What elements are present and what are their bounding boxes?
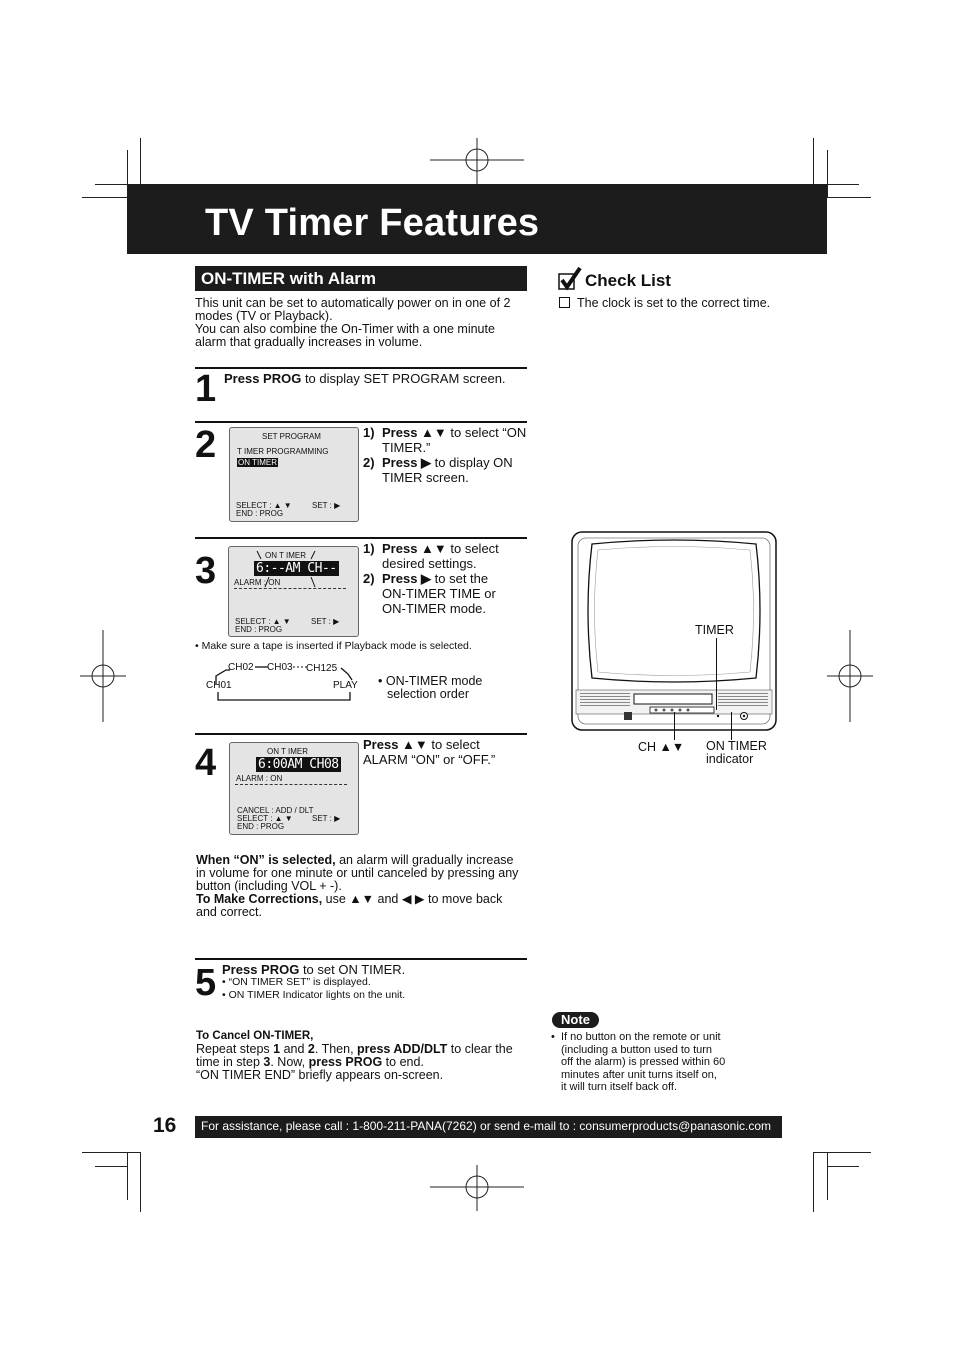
screen-line: ON T IMER [267, 747, 309, 756]
page-title: TV Timer Features [205, 202, 540, 244]
note-line: it will turn itself back off. [561, 1081, 677, 1093]
screen-set: SET : ▶ [312, 814, 341, 823]
instr-num: 1) [363, 425, 375, 440]
step-divider [195, 421, 527, 423]
step5-instruction [222, 962, 527, 977]
screen-highlight: ON TIMER [238, 458, 277, 467]
on-timer-screen [228, 546, 359, 637]
order-label-line: selection order [387, 687, 469, 701]
step5-bullets [222, 976, 405, 1002]
step-divider [195, 958, 527, 960]
cancel-bold: press PROG [308, 1055, 383, 1069]
step-number: 4 [195, 742, 217, 784]
time-display: 6:00AM CH08 [258, 757, 339, 772]
order-label-line: • ON-TIMER mode [378, 674, 483, 688]
order-ch01: CH01 [206, 680, 232, 691]
crop-mark [813, 1152, 871, 1153]
instr-text: to select “ON [446, 425, 527, 440]
on-timer-alarm-screen [229, 742, 359, 835]
cancel-instructions [196, 1030, 531, 1082]
cancel-text: time in step [196, 1055, 264, 1069]
order-label [378, 675, 482, 701]
corrections-text: and correct. [196, 905, 263, 919]
intro-line: modes (TV or Playback). [195, 309, 333, 323]
cancel-text: “ON TIMER END” briefly appears on-screen. [196, 1068, 444, 1082]
instr-text: to select [446, 541, 499, 556]
instr-bold: Press PROG [222, 962, 300, 977]
dashed-divider [235, 784, 347, 785]
instr-text: to set the [431, 571, 489, 586]
screen-line: T IMER PROGRAMMING [237, 447, 329, 456]
cancel-title: To Cancel ON-TIMER, [196, 1030, 314, 1042]
indicator-label [706, 740, 767, 766]
cancel-bold: 2 [307, 1042, 315, 1056]
cancel-text: Repeat steps [196, 1042, 274, 1056]
footer-text: For assistance, please call : 1-800-211-PANA(7262) or send e-mail to : consumerproducts@panasonic.com [201, 1119, 772, 1133]
page-number: 16 [153, 1114, 177, 1137]
order-ch125: CH125 [306, 663, 338, 674]
screen-alarm: ALARM : ON [234, 578, 281, 587]
registration-mark-top [430, 138, 524, 184]
screen-end: END : PROG [237, 822, 285, 831]
screen-select: SELECT : ▲ ▼ [237, 814, 293, 823]
crop-mark [827, 1166, 859, 1167]
crop-mark [813, 1152, 814, 1212]
step-number: 2 [195, 424, 217, 466]
tv-illustration [568, 530, 780, 740]
crop-mark [95, 184, 127, 185]
order-ch02: CH02 [228, 662, 254, 673]
step-number: 5 [195, 962, 217, 1004]
when-bold: When “ON” is selected, [196, 853, 336, 867]
cancel-text: to end. [382, 1055, 424, 1069]
tape-note: • Make sure a tape is inserted if Playback mode is selected. [195, 640, 472, 652]
step1-instruction [224, 371, 529, 386]
order-play: PLAY [333, 680, 358, 691]
when-text: an alarm will gradually increase [335, 853, 514, 867]
when-text: in volume for one minute or until canceled by pressing any [196, 866, 519, 880]
instr-bold: Press ▶ [382, 455, 432, 470]
indicator-leader [731, 712, 732, 740]
crop-mark [82, 1152, 140, 1153]
alarm-explanation [196, 854, 531, 919]
cancel-bold: 3 [263, 1055, 271, 1069]
screen-line: ON T IMER [265, 551, 307, 560]
crop-mark [127, 1152, 128, 1200]
note-text [551, 1031, 751, 1094]
instr-text: ALARM “ON” or “OFF.” [363, 752, 496, 767]
screen-set: SET : ▶ [311, 617, 340, 626]
indicator-label-line: ON TIMER [706, 739, 767, 753]
instr-bold: Press ▲▼ [363, 737, 428, 752]
registration-mark-left [80, 630, 126, 722]
step-number: 1 [195, 368, 217, 410]
step3-instructions [363, 541, 531, 616]
instr-bold: Press ▲▼ [382, 541, 447, 556]
intro-line: alarm that gradually increases in volume. [195, 335, 423, 349]
instr-text: TIMER.” [382, 440, 431, 455]
title-banner [127, 184, 827, 254]
instr-bold: Press ▶ [382, 571, 432, 586]
checkbox-icon [559, 297, 570, 308]
indicator-label-line: indicator [706, 752, 754, 766]
step4-instruction [363, 737, 531, 767]
step-divider [195, 733, 527, 735]
set-program-screen [229, 427, 359, 522]
intro-line: You can also combine the On-Timer with a one minute [195, 322, 495, 336]
instr-text: ON-TIMER TIME or [382, 586, 496, 601]
ch-leader [674, 712, 675, 740]
ch-label: CH ▲▼ [638, 740, 685, 754]
step1-bold: Press PROG [224, 371, 302, 386]
section-heading [195, 266, 527, 291]
instr-num: 2) [363, 455, 375, 470]
cancel-text: and [280, 1042, 308, 1056]
timer-label: TIMER [695, 623, 734, 637]
crop-mark [140, 1152, 141, 1212]
bullet-item: • ON TIMER Indicator lights on the unit. [222, 989, 406, 1001]
crop-mark [827, 1152, 828, 1200]
crop-mark [827, 184, 859, 185]
screen-cancel: CANCEL : ADD / DLT [237, 806, 314, 815]
dashed-divider [234, 588, 346, 589]
corrections-text: use ▲▼ and ◀ ▶ to move back [322, 892, 503, 906]
section-heading-text: ON-TIMER with Alarm [201, 269, 377, 288]
instr-text: to select [427, 737, 480, 752]
screen-set: SET : ▶ [312, 501, 341, 510]
checklist-title: Check List [585, 271, 671, 290]
step2-instructions [363, 425, 531, 485]
cancel-text: . Now, [270, 1055, 309, 1069]
note-line: minutes after unit turns itself on, [561, 1068, 717, 1081]
registration-mark-bottom [430, 1165, 524, 1211]
instr-text: to display ON [431, 455, 513, 470]
note-line: off the alarm) is pressed within 60 [561, 1056, 726, 1068]
note-line: (including a button used to turn [561, 1043, 713, 1056]
screen-end: END : PROG [235, 625, 283, 634]
order-ch03: CH03 [267, 662, 293, 673]
timer-leader [716, 638, 717, 710]
time-display: 6:--AM CH-- [256, 561, 337, 576]
cancel-text: . Then, [314, 1042, 358, 1056]
footer-bar [195, 1116, 782, 1138]
instr-text: desired settings. [382, 556, 477, 571]
note-line: If no button on the remote or unit [561, 1031, 721, 1043]
instr-num: 2) [363, 571, 375, 586]
instr-text: TIMER screen. [382, 470, 469, 485]
crop-mark [827, 150, 828, 198]
intro-line: This unit can be set to automatically power on in one of 2 [195, 296, 511, 310]
instr-text: ON-TIMER mode. [382, 601, 487, 616]
screen-select: SELECT : ▲ ▼ [235, 617, 291, 626]
instr-num: 1) [363, 541, 375, 556]
cancel-bold: 1 [273, 1042, 281, 1056]
step-number: 3 [195, 550, 217, 592]
instr-text: to set ON TIMER. [299, 962, 406, 977]
bullet-item: • “ON TIMER SET” is displayed. [222, 976, 371, 988]
checkmark-icon [558, 266, 582, 292]
screen-select: SELECT : ▲ ▼ [236, 501, 292, 510]
step-divider [195, 537, 527, 539]
instr-bold: Press ▲▼ [382, 425, 447, 440]
checklist-item: The clock is set to the correct time. [577, 296, 771, 310]
when-text: button (including VOL + -). [196, 879, 342, 893]
step-divider [195, 367, 527, 369]
note-badge: Note [552, 1012, 599, 1028]
registration-mark-right [827, 630, 873, 722]
screen-end: END : PROG [236, 509, 284, 518]
corrections-bold: To Make Corrections, [196, 892, 323, 906]
step1-text: to display SET PROGRAM screen. [301, 371, 506, 386]
intro-paragraph [195, 297, 530, 349]
crop-mark [95, 1166, 127, 1167]
cancel-text: to clear the [447, 1042, 513, 1056]
bullet-icon: • [551, 1031, 555, 1043]
screen-alarm: ALARM : ON [236, 774, 283, 783]
screen-line: SET PROGRAM [262, 432, 321, 441]
cancel-bold: press ADD/DLT [357, 1042, 448, 1056]
